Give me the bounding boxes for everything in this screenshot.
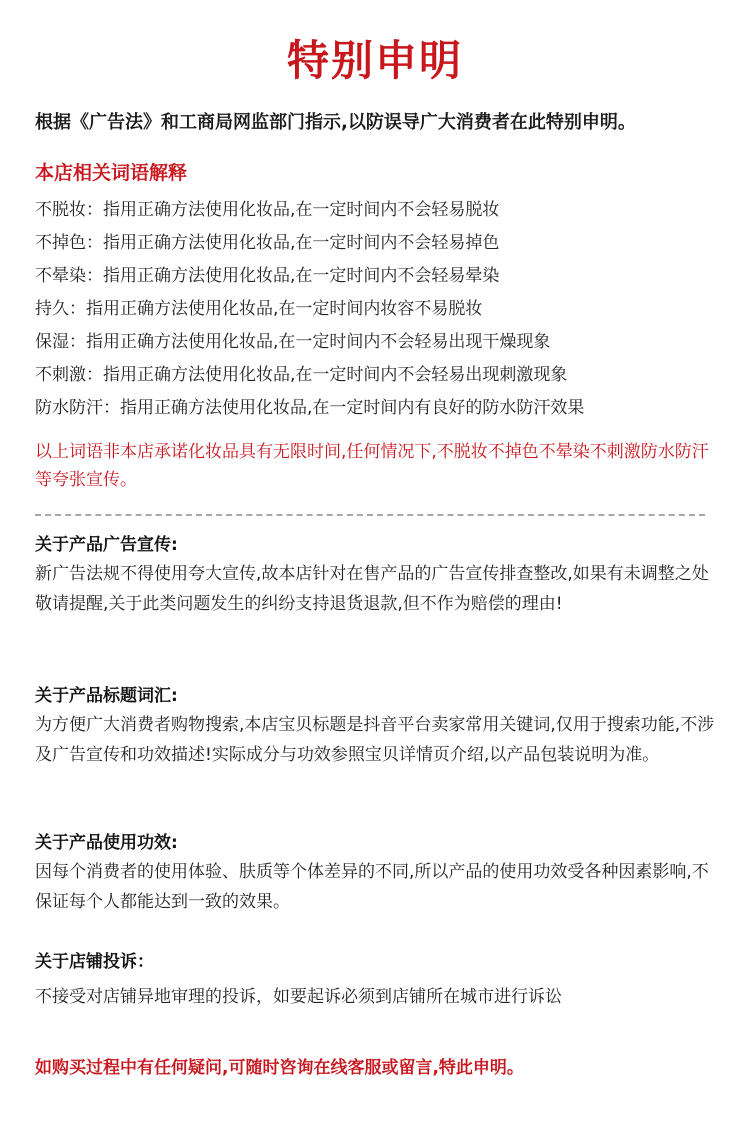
- terms-list: [35, 194, 725, 425]
- term-item: 不掉色：指用正确方法使用化妆品,在一定时间内不会轻易掉色: [35, 233, 500, 253]
- section-usage-effect: [35, 829, 725, 917]
- term-item: 不脱妆：指用正确方法使用化妆品,在一定时间内不会轻易脱妆: [35, 200, 500, 220]
- terms-warning: 以上词语非本店承诺化妆品具有无限时间,任何情况下,不脱妆不掉色不晕染不刺激防水防汗等夸张宣传。: [35, 442, 709, 490]
- section-body: 因每个消费者的使用体验、肤质等个体差异的不同,所以产品的使用功效受各种因素影响,不保证每个人都能达到一致的效果。: [35, 862, 709, 912]
- section-heading: 关于店铺投诉：: [35, 952, 154, 972]
- section-body: 不接受对店铺异地审理的投诉，如要起诉必须到店铺所在城市进行诉讼: [35, 987, 562, 1007]
- section-heading: 关于产品使用功效:: [35, 833, 178, 853]
- section-store-complaints: [35, 948, 725, 1012]
- term-item: 不刺激：指用正确方法使用化妆品,在一定时间内不会轻易出现刺激现象: [35, 365, 568, 385]
- page-title: 特别申明: [286, 36, 463, 85]
- footer-statement: 如购买过程中有任何疑问,可随时咨询在线客服或留言,特此申明。: [35, 1058, 524, 1078]
- section-ad-promotion: [35, 531, 725, 619]
- section-body: 为方便广大消费者购物搜索,本店宝贝标题是抖音平台卖家常用关键词,仅用于搜索功能,不涉及广告宣传和功效描述!实际成分与功效参照宝贝详情页介绍,以产品包装说明为准。: [35, 715, 715, 765]
- term-item: 持久：指用正确方法使用化妆品,在一定时间内妆容不易脱妆: [35, 299, 483, 319]
- terms-heading: 本店相关词语解释: [35, 162, 188, 184]
- term-item: 保湿：指用正确方法使用化妆品,在一定时间内不会轻易出现干燥现象: [35, 332, 551, 352]
- section-body: 新广告法规不得使用夸大宣传,故本店针对在售产品的广告宣传排查整改,如果有未调整之处敬请提醒,关于此类问题发生的纠纷支持退货退款,但不作为赔偿的理由!: [35, 564, 709, 614]
- section-heading: 关于产品广告宣传:: [35, 535, 178, 555]
- section-title-keywords: [35, 682, 725, 770]
- term-item: 不晕染：指用正确方法使用化妆品,在一定时间内不会轻易晕染: [35, 266, 500, 286]
- dashed-divider: [35, 514, 705, 516]
- section-heading: 关于产品标题词汇:: [35, 686, 178, 706]
- term-item: 防水防汗：指用正确方法使用化妆品,在一定时间内有良好的防水防汗效果: [35, 398, 585, 418]
- intro-statement: 根据《广告法》和工商局网监部门指示,以防误导广大消费者在此特别申明。: [35, 112, 636, 133]
